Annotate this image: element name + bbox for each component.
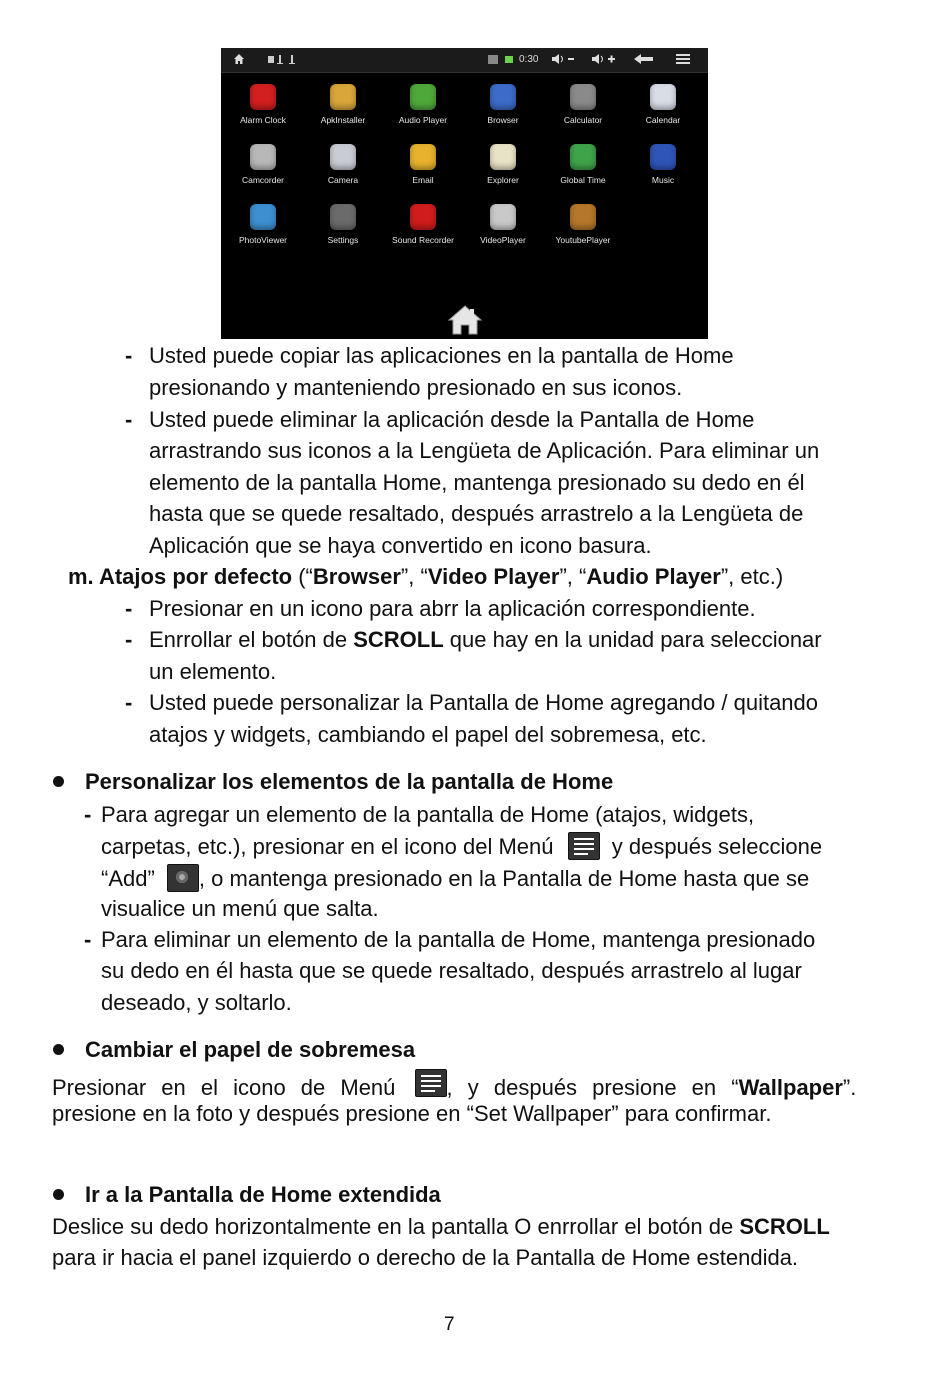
app-label: PhotoViewer	[238, 235, 288, 245]
list-dash: -	[84, 927, 92, 952]
app-global-time[interactable]	[543, 144, 623, 186]
app-alarm-clock[interactable]	[223, 84, 303, 126]
app-camcorder[interactable]	[223, 144, 303, 186]
list-dash: -	[125, 690, 133, 715]
home-button-icon[interactable]	[447, 304, 483, 336]
app-label: Camera	[327, 175, 359, 185]
delete-app-line-3: elemento de la pantalla Home, mantenga presionado su dedo en él	[149, 470, 805, 495]
signal-icon	[487, 53, 499, 65]
app-label: Sound Recorder	[392, 235, 454, 245]
app-camera[interactable]	[303, 144, 383, 186]
customize-b-line-1: Para eliminar un elemento de la pantalla de Home, mantenga presionado	[101, 927, 816, 952]
browser-icon	[490, 84, 516, 110]
list-dash: -	[125, 596, 133, 621]
camcorder-icon	[250, 144, 276, 170]
app-settings[interactable]	[303, 204, 383, 246]
app-label: Calendar	[645, 115, 681, 125]
app-label: Explorer	[487, 175, 519, 185]
app-browser[interactable]	[463, 84, 543, 126]
app-photo-viewer[interactable]	[223, 204, 303, 246]
video-player-icon	[490, 204, 516, 230]
youtube-player-icon	[570, 204, 596, 230]
list-dash: -	[125, 627, 133, 652]
page-number: 7	[444, 1314, 455, 1335]
wallpaper-line-2: presione en la foto y después presione en “Set Wallpaper” para confirmar.	[52, 1101, 772, 1126]
volume-up-icon[interactable]	[591, 53, 617, 65]
list-dash: -	[125, 343, 133, 368]
volume-down-icon[interactable]	[551, 53, 577, 65]
app-calculator[interactable]	[543, 84, 623, 126]
app-label: Alarm Clock	[240, 115, 286, 125]
sound-recorder-icon	[410, 204, 436, 230]
bullet	[53, 776, 64, 787]
delete-app-line-2: arrastrando sus iconos a la Lengüeta de Aplicación. Para eliminar un	[149, 438, 820, 463]
home-screen-screenshot	[221, 48, 708, 339]
explorer-icon	[490, 144, 516, 170]
shortcuts-heading: m. Atajos por defecto (“Browser”, “Video Player”, “Audio Player”, etc.)	[68, 564, 784, 589]
customize-b-line-3: deseado, y soltarlo.	[101, 990, 292, 1015]
shortcuts-item-2: Enrrollar el botón de SCROLL que hay en la unidad para seleccionar	[149, 627, 822, 652]
app-label: Global Time	[560, 175, 606, 185]
app-label: ApkInstaller	[320, 115, 366, 125]
customize-a-line-2: carpetas, etc.), presionar en el icono del Menú y después seleccione	[101, 834, 823, 859]
global-time-icon	[570, 144, 596, 170]
photo-viewer-icon	[250, 204, 276, 230]
list-dash: -	[84, 802, 92, 827]
customize-heading: Personalizar los elementos de la pantalla de Home	[85, 769, 614, 794]
shortcuts-item-3-line-2: atajos y widgets, cambiando el papel del sobremesa, etc.	[149, 722, 707, 747]
customize-b-line-2: su dedo en él hasta que se quede resaltado, después arrastrelo al lugar	[101, 958, 802, 983]
extended-line-2: para ir hacia el panel izquierdo o derecho de la Pantalla de Home estendida.	[52, 1245, 799, 1270]
audio-player-icon	[410, 84, 436, 110]
delete-app-line-5: Aplicación que se haya convertido en icono basura.	[149, 533, 652, 558]
copy-apps-line-2: presionando y manteniendo presionado en sus iconos.	[149, 375, 683, 400]
wallpaper-heading: Cambiar el papel de sobremesa	[85, 1037, 416, 1062]
customize-a-line-4: visualice un menú que salta.	[101, 896, 379, 921]
email-icon	[410, 144, 436, 170]
status-time: 0:30	[519, 54, 539, 65]
customize-a-line-3: “Add” , o mantenga presionado en la Pantalla de Home hasta que se	[101, 866, 810, 891]
apk-installer-icon	[330, 84, 356, 110]
menu-icon[interactable]	[675, 53, 691, 65]
alarm-clock-icon	[250, 84, 276, 110]
app-music[interactable]	[623, 144, 703, 186]
add-icon	[167, 864, 199, 892]
copy-apps-line-1: Usted puede copiar las aplicaciones en la pantalla de Home	[149, 343, 734, 368]
bullet	[53, 1044, 64, 1055]
back-icon[interactable]	[633, 53, 655, 65]
app-youtube-player[interactable]	[543, 204, 623, 246]
wallpaper-line-1: Presionar en el icono de Menú , y después presione en “Wallpaper”.	[52, 1069, 856, 1101]
shortcuts-item-2-line-2: un elemento.	[149, 659, 277, 684]
home-icon	[233, 53, 245, 65]
app-label: YoutubePlayer	[555, 235, 611, 245]
list-dash: -	[125, 407, 133, 432]
menu-icon	[415, 1069, 447, 1097]
menu-icon	[568, 832, 600, 860]
app-label: Music	[651, 175, 675, 185]
shortcuts-item-1: Presionar en un icono para abrr la aplicación correspondiente.	[149, 596, 756, 621]
delete-app-line-4: hasta que se quede resaltado, después arrastrelo a la Lengüeta de	[149, 501, 804, 526]
app-label: Email	[412, 175, 434, 185]
app-explorer[interactable]	[463, 144, 543, 186]
delete-app-line-1: Usted puede eliminar la aplicación desde la Pantalla de Home	[149, 407, 755, 432]
app-email[interactable]	[383, 144, 463, 186]
app-calendar[interactable]	[623, 84, 703, 126]
notification-icons	[267, 53, 307, 65]
music-icon	[650, 144, 676, 170]
app-sound-recorder[interactable]	[383, 204, 463, 246]
extended-line-1: Deslice su dedo horizontalmente en la pantalla O enrrollar el botón de SCROLL	[52, 1214, 830, 1239]
app-video-player[interactable]	[463, 204, 543, 246]
settings-icon	[330, 204, 356, 230]
app-label: Settings	[327, 235, 359, 245]
app-apk-installer[interactable]	[303, 84, 383, 126]
battery-icon	[505, 53, 513, 65]
extended-heading: Ir a la Pantalla de Home extendida	[85, 1182, 441, 1207]
app-label: Calculator	[563, 115, 603, 125]
app-label: Camcorder	[241, 175, 285, 185]
status-bar	[221, 48, 708, 73]
camera-icon	[330, 144, 356, 170]
calculator-icon	[570, 84, 596, 110]
app-audio-player[interactable]	[383, 84, 463, 126]
app-label: Audio Player	[398, 115, 448, 125]
app-label: VideoPlayer	[480, 235, 526, 245]
shortcuts-item-3: Usted puede personalizar la Pantalla de Home agregando / quitando	[149, 690, 819, 715]
bullet	[53, 1189, 64, 1200]
calendar-icon	[650, 84, 676, 110]
customize-a-line-1: Para agregar un elemento de la pantalla de Home (atajos, widgets,	[101, 802, 755, 827]
app-label: Browser	[487, 115, 519, 125]
